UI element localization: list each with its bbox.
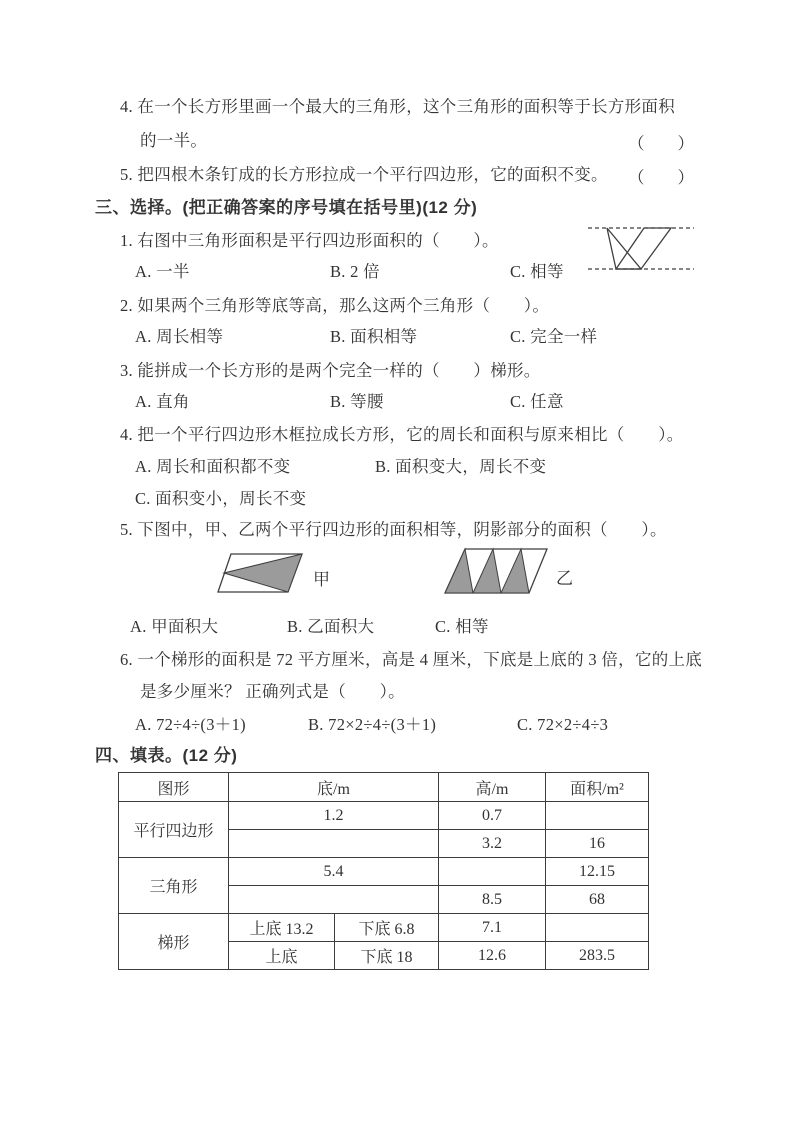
- judgement-item-4-answer-bracket: （ ）: [628, 134, 694, 153]
- choice-q6-option-c: C. 72×2÷4÷3: [517, 715, 609, 734]
- q1-triangle-parallelogram-figure: [586, 222, 698, 276]
- fill-in-table: [118, 772, 649, 970]
- jia-parallelogram-figure: [192, 545, 310, 600]
- table-header-base: 底/m: [229, 773, 439, 802]
- choice-q6-line-1: 6. 一个梯形的面积是 72 平方厘米，高是 4 厘米，下底是上底的 3 倍，它的上底: [120, 650, 703, 669]
- table-cell-base: 1.2: [229, 802, 439, 830]
- judgement-item-4-line-2: 的一半。: [140, 131, 208, 150]
- table-cell-base-blank: [229, 886, 439, 914]
- judgement-item-5-answer-bracket: （ ）: [628, 168, 694, 187]
- table-header-height: 高/m: [439, 773, 546, 802]
- judgement-item-5-line: 5. 把四根木条钉成的长方形拉成一个平行四边形，它的面积不变。: [120, 165, 608, 184]
- table-cell-area-blank: [546, 914, 649, 942]
- table-cell-height: 0.7: [439, 802, 546, 830]
- jia-figure-label: 甲: [313, 570, 330, 589]
- choice-q2-option-a: A. 周长相等: [135, 327, 224, 346]
- table-cell-area: 68: [546, 886, 649, 914]
- choice-q2-option-c: C. 完全一样: [510, 327, 598, 346]
- choice-q1-option-b: B. 2 倍: [330, 262, 380, 281]
- table-cell-bottom-base: 下底 6.8: [335, 914, 439, 942]
- choice-q4-option-a: A. 周长和面积都不变: [135, 457, 291, 476]
- choice-q1-option-a: A. 一半: [135, 262, 190, 281]
- choice-q4-option-b: B. 面积变大，周长不变: [375, 457, 547, 476]
- table-cell-area: 283.5: [546, 942, 649, 970]
- choice-q6-option-a: A. 72÷4÷(3＋1): [135, 715, 246, 734]
- choice-q3-option-b: B. 等腰: [330, 392, 384, 411]
- section-choice-title: 三、选择。(把正确答案的序号填在括号里)(12 分): [95, 198, 478, 217]
- table-cell-bottom-base: 下底 18: [335, 942, 439, 970]
- table-cell-height: 3.2: [439, 830, 546, 858]
- table-cell-top-base: 上底 13.2: [229, 914, 335, 942]
- table-cell-height: 7.1: [439, 914, 546, 942]
- table-cell-area-blank: [546, 802, 649, 830]
- choice-q5-option-a: A. 甲面积大: [130, 617, 219, 636]
- table-cell-top-base-blank: 上底: [229, 942, 335, 970]
- choice-q6-option-b: B. 72×2÷4÷(3＋1): [308, 715, 437, 734]
- table-header-shape: 图形: [119, 773, 229, 802]
- section-table-title: 四、填表。(12 分): [95, 746, 238, 765]
- table-row: [119, 802, 649, 830]
- table-cell-base: 5.4: [229, 858, 439, 886]
- yi-figure-label: 乙: [556, 569, 573, 588]
- choice-q6-line-2: 是多少厘米？ 正确列式是（ ）。: [140, 682, 405, 701]
- choice-q1-option-c: C. 相等: [510, 262, 564, 281]
- table-cell-height-blank: [439, 858, 546, 886]
- table-cell-area: 16: [546, 830, 649, 858]
- table-cell-height: 12.6: [439, 942, 546, 970]
- choice-q4-option-c: C. 面积变小，周长不变: [135, 489, 307, 508]
- choice-q3-text: 3. 能拼成一个长方形的是两个完全一样的（ ）梯形。: [120, 361, 541, 380]
- table-cell-height: 8.5: [439, 886, 546, 914]
- table-header-area: 面积/m²: [546, 773, 649, 802]
- choice-q3-option-a: A. 直角: [135, 392, 190, 411]
- table-cell-area: 12.15: [546, 858, 649, 886]
- table-row: [119, 858, 649, 886]
- choice-q2-text: 2. 如果两个三角形等底等高，那么这两个三角形（ ）。: [120, 296, 550, 315]
- choice-q5-option-b: B. 乙面积大: [287, 617, 375, 636]
- choice-q2-option-b: B. 面积相等: [330, 327, 418, 346]
- table-shape-triangle: 三角形: [119, 858, 229, 914]
- choice-q1-text: 1. 右图中三角形面积是平行四边形面积的（ ）。: [120, 231, 499, 250]
- table-shape-trapezoid: 梯形: [119, 914, 229, 970]
- choice-q3-option-c: C. 任意: [510, 392, 564, 411]
- table-shape-parallelogram: 平行四边形: [119, 802, 229, 858]
- judgement-item-4-line-1: 4. 在一个长方形里画一个最大的三角形，这个三角形的面积等于长方形面积: [120, 97, 675, 116]
- yi-parallelogram-figure: [443, 543, 549, 599]
- choice-q4-text: 4. 把一个平行四边形木框拉成长方形，它的周长和面积与原来相比（ ）。: [120, 425, 684, 444]
- choice-q5-text: 5. 下图中，甲、乙两个平行四边形的面积相等，阴影部分的面积（ ）。: [120, 520, 667, 539]
- table-row: [119, 914, 649, 942]
- table-cell-base-blank: [229, 830, 439, 858]
- choice-q5-option-c: C. 相等: [435, 617, 489, 636]
